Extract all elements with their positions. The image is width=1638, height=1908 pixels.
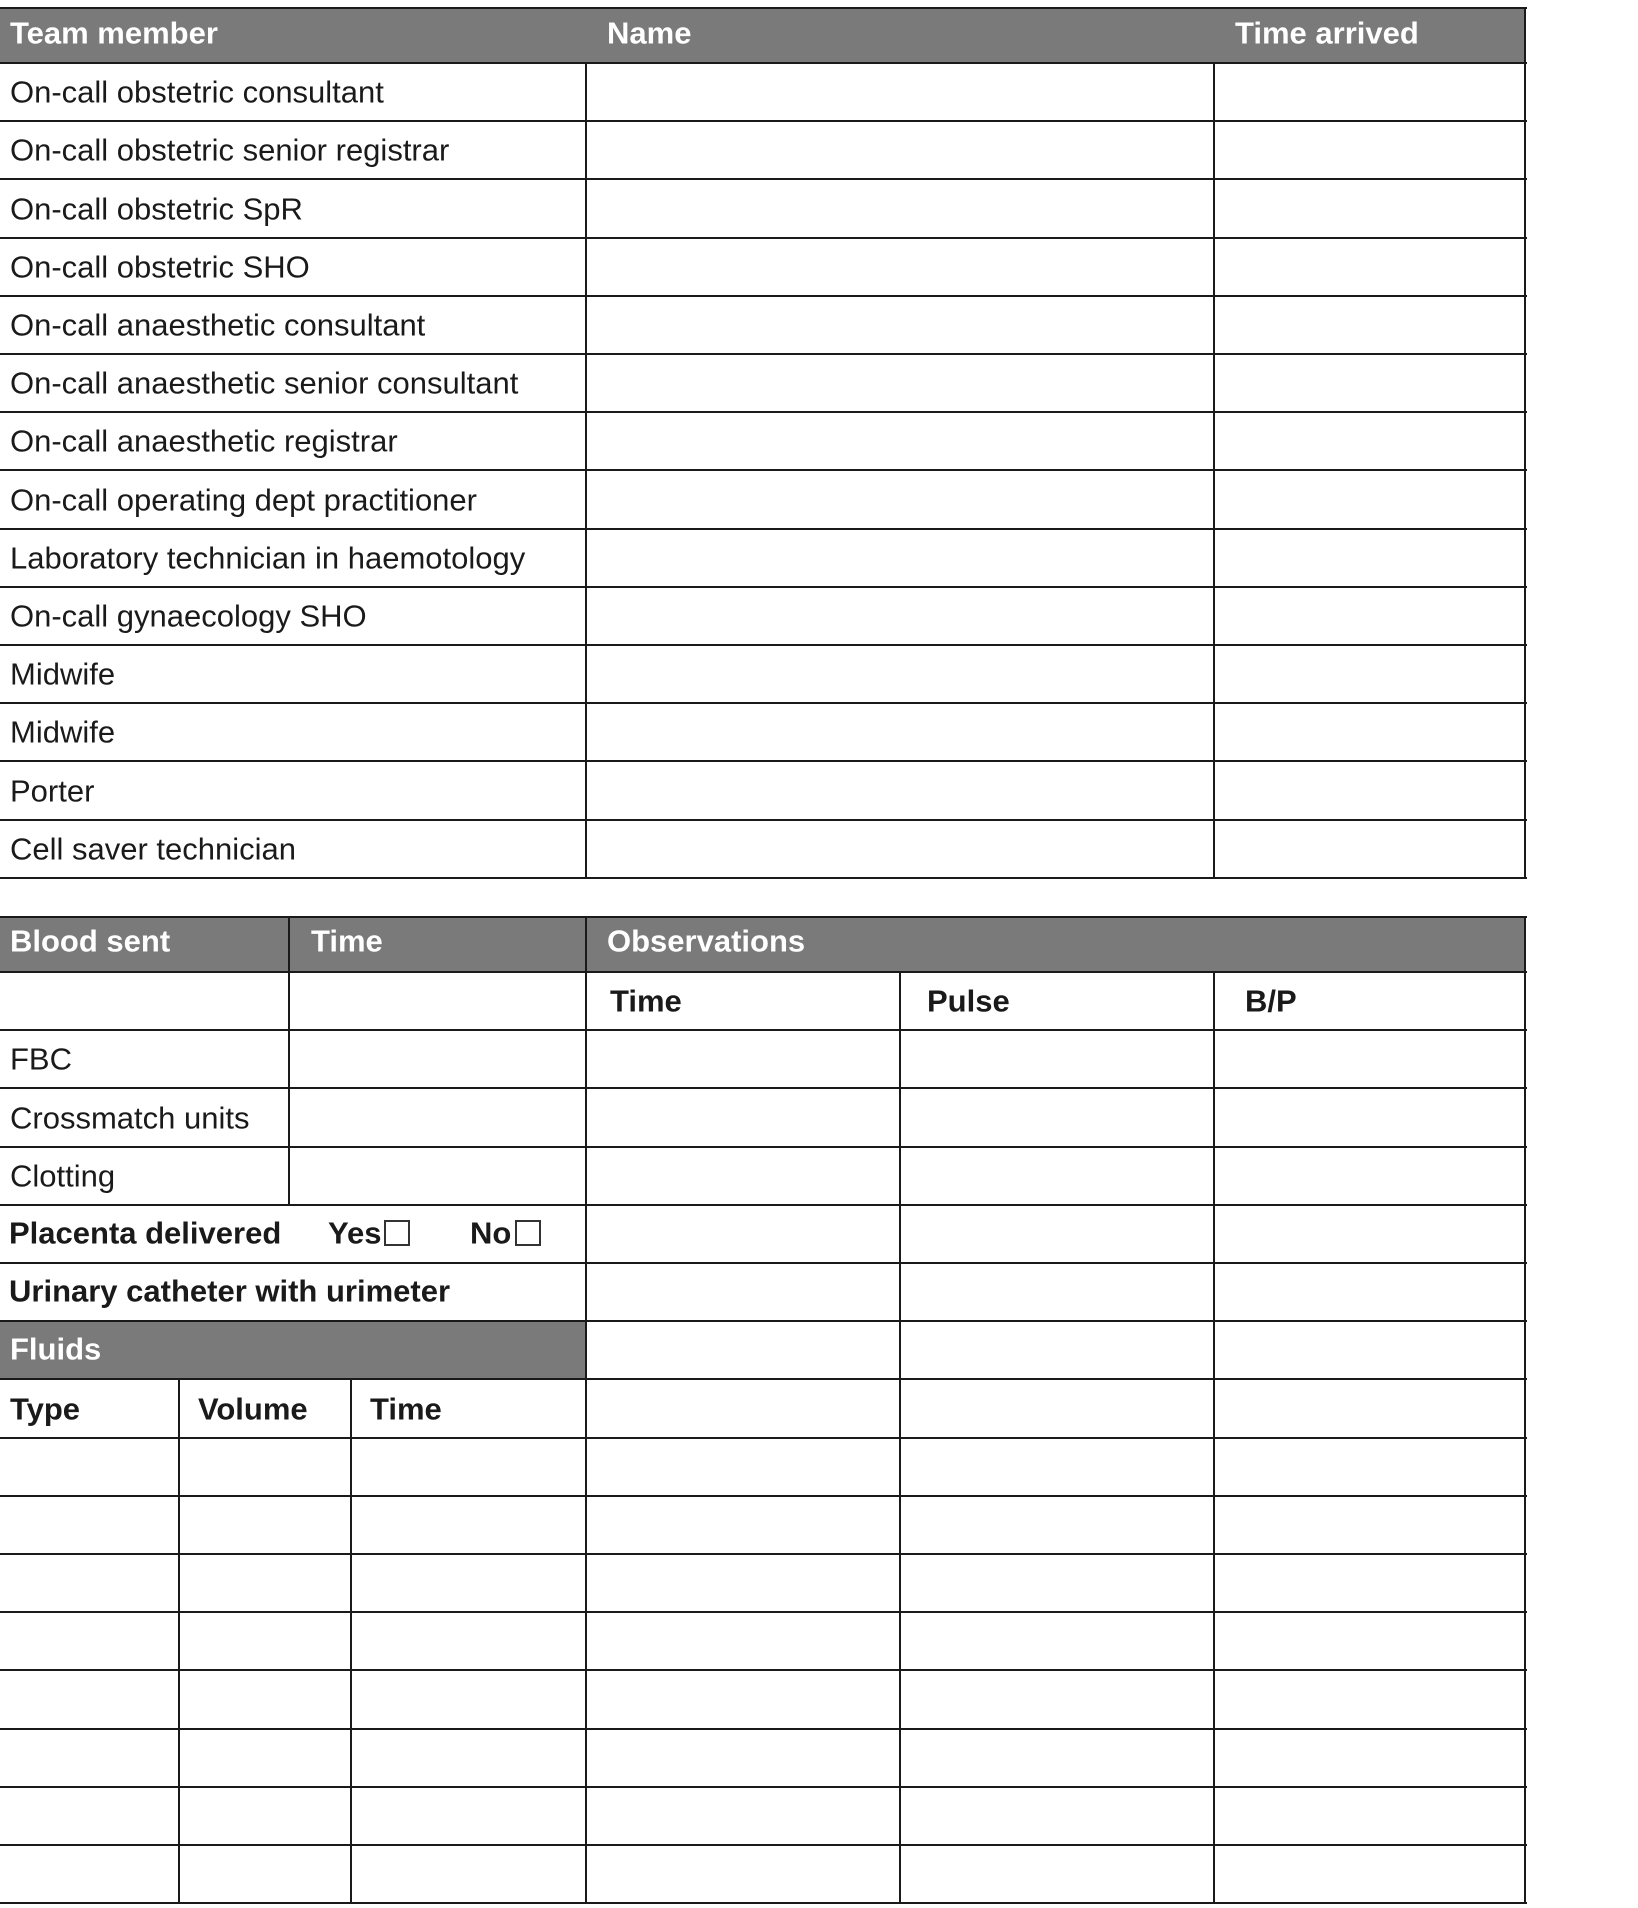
time-arrived-cell[interactable] — [1216, 822, 1523, 876]
placenta-no-label: No — [470, 1215, 512, 1251]
obs-pulse-cell[interactable] — [902, 1847, 1212, 1901]
lower-top-border — [0, 916, 1527, 918]
fluids-row-divider — [0, 1844, 588, 1846]
time-arrived-cell[interactable] — [1216, 356, 1523, 410]
blood-test-label: FBC — [10, 1041, 72, 1077]
placenta-yes-checkbox[interactable] — [384, 1220, 410, 1246]
time-arrived-cell[interactable] — [1216, 123, 1523, 177]
time-arrived-cell[interactable] — [1216, 647, 1523, 701]
time-arrived-cell[interactable] — [1216, 531, 1523, 585]
time-arrived-cell[interactable] — [1216, 705, 1523, 759]
obs-row-divider — [586, 1786, 1527, 1788]
time-arrived-cell[interactable] — [1216, 240, 1523, 294]
obs-row-divider — [586, 1087, 1527, 1089]
obs-row-divider — [586, 1204, 1527, 1206]
obs-pulse-cell[interactable] — [902, 1498, 1212, 1552]
team-col-divider — [585, 63, 587, 878]
name-cell[interactable] — [588, 705, 1212, 759]
obs-row-divider — [586, 1437, 1527, 1439]
obs-pulse-cell[interactable] — [902, 1731, 1212, 1785]
blood-obs-header-divider — [585, 917, 587, 972]
obs-time-cell[interactable] — [588, 1149, 898, 1203]
blood-row-divider — [0, 1029, 588, 1031]
fluids-time-cell[interactable] — [353, 1614, 584, 1668]
obs-time-cell[interactable] — [588, 1789, 898, 1843]
fluids-time-cell[interactable] — [353, 1498, 584, 1552]
team-member-label: Midwife — [10, 714, 116, 750]
obs-bp-cell[interactable] — [1216, 1032, 1523, 1086]
fluids-type-cell[interactable] — [2, 1440, 177, 1494]
obs-bp-cell[interactable] — [1216, 1381, 1523, 1436]
name-cell[interactable] — [588, 298, 1212, 352]
obs-pulse-cell[interactable] — [902, 1149, 1212, 1203]
obs-pulse-cell[interactable] — [902, 1614, 1212, 1668]
blood-row-divider — [0, 971, 588, 973]
fluids-time-cell[interactable] — [353, 1672, 584, 1727]
fluids-type-cell[interactable] — [2, 1498, 177, 1552]
name-cell[interactable] — [588, 647, 1212, 701]
obs-pulse-cell[interactable] — [902, 1032, 1212, 1086]
time-arrived-header: Time arrived — [1235, 15, 1419, 51]
fluids-type-cell[interactable] — [2, 1614, 177, 1668]
name-cell[interactable] — [588, 763, 1212, 818]
fluids-volume-cell[interactable] — [181, 1498, 349, 1552]
obs-bp-cell[interactable] — [1216, 1731, 1523, 1785]
team-member-label: On-call obstetric SHO — [10, 249, 310, 285]
placenta-no-checkbox[interactable] — [515, 1220, 541, 1246]
blood-test-label: Clotting — [10, 1158, 116, 1194]
obs-time-cell[interactable] — [588, 1556, 898, 1610]
team-col-divider — [1213, 63, 1215, 878]
obs-time-cell[interactable] — [588, 1614, 898, 1668]
obs-time-cell[interactable] — [588, 1090, 898, 1145]
fluids-volume-col-header: Volume — [198, 1391, 308, 1426]
team-member-label: Porter — [10, 773, 95, 808]
team-member-label: On-call anaesthetic registrar — [10, 423, 398, 459]
team-member-label: On-call anaesthetic consultant — [10, 307, 426, 343]
obs-pulse-cell[interactable] — [902, 1789, 1212, 1843]
blood-header-divider — [288, 917, 290, 972]
blood-sent-header: Blood sent — [10, 923, 171, 959]
obs-pulse-cell[interactable] — [902, 1672, 1212, 1727]
obs-bp-cell[interactable] — [1216, 1672, 1523, 1727]
left-obs-divider — [585, 972, 587, 1903]
blood-time-cell[interactable] — [291, 1032, 584, 1086]
team-row-divider — [0, 353, 1527, 355]
blood-col-divider — [288, 972, 290, 1205]
obs-pulse-cell[interactable] — [902, 1440, 1212, 1494]
obs-time-cell[interactable] — [588, 1032, 898, 1086]
fluids-volume-cell[interactable] — [181, 1614, 349, 1668]
obs-bp-col-header: B/P — [1245, 983, 1297, 1019]
team-member-label: On-call obstetric senior registrar — [10, 132, 450, 168]
obs-row-divider — [586, 1262, 1527, 1264]
obs-time-col-header: Time — [610, 983, 682, 1019]
name-cell[interactable] — [588, 356, 1212, 410]
obs-bp-cell[interactable] — [1216, 1556, 1523, 1610]
fluids-row-divider — [0, 1728, 588, 1730]
placenta-row-bottom — [0, 1262, 588, 1264]
blood-row-divider — [0, 1204, 588, 1206]
lower-right-border — [1524, 917, 1526, 1903]
obs-row-divider — [586, 1495, 1527, 1497]
team-row-divider — [0, 178, 1527, 180]
fluids-volume-cell[interactable] — [181, 1847, 349, 1901]
obs-row-divider — [586, 1728, 1527, 1730]
name-cell[interactable] — [588, 65, 1212, 119]
fluids-volume-cell[interactable] — [181, 1731, 349, 1785]
obs-time-cell[interactable] — [588, 1207, 898, 1261]
team-row-divider — [0, 469, 1527, 471]
blood-blank-cell[interactable] — [2, 974, 287, 1028]
fluids-row-divider — [0, 1553, 588, 1555]
team-member-label: Cell saver technician — [10, 831, 297, 867]
team-member-label: On-call obstetric SpR — [10, 191, 303, 226]
team-row-divider — [0, 528, 1527, 530]
obs-bp-cell[interactable] — [1216, 1090, 1523, 1145]
fluids-col-divider — [178, 1379, 180, 1903]
name-cell[interactable] — [588, 472, 1212, 527]
obs-time-cell[interactable] — [588, 1381, 898, 1436]
name-cell[interactable] — [588, 414, 1212, 468]
fluids-volume-cell[interactable] — [181, 1789, 349, 1843]
fluids-type-cell[interactable] — [2, 1672, 177, 1727]
fluids-time-cell[interactable] — [353, 1789, 584, 1843]
team-member-label: Laboratory technician in haemotology — [10, 540, 526, 576]
fluids-time-cell[interactable] — [353, 1847, 584, 1901]
name-cell[interactable] — [588, 531, 1212, 585]
team-member-label: On-call gynaecology SHO — [10, 598, 367, 634]
fluids-type-col-header: Type — [10, 1391, 81, 1426]
placenta-delivered-label: Placenta delivered — [9, 1215, 282, 1251]
name-cell[interactable] — [588, 589, 1212, 643]
team-table-top-border — [0, 7, 1527, 9]
obs-bp-cell[interactable] — [1216, 1149, 1523, 1203]
team-member-label: On-call obstetric consultant — [10, 74, 384, 110]
team-row-divider — [0, 411, 1527, 413]
time-arrived-cell[interactable] — [1216, 589, 1523, 643]
obs-row-divider — [586, 1669, 1527, 1671]
urinary-catheter-label: Urinary catheter with urimeter — [9, 1273, 451, 1309]
team-row-divider — [0, 237, 1527, 239]
name-header: Name — [607, 15, 692, 51]
team-member-header: Team member — [10, 15, 218, 51]
name-cell[interactable] — [588, 181, 1212, 236]
time-arrived-cell[interactable] — [1216, 414, 1523, 468]
blood-time-header: Time — [311, 923, 383, 959]
fluids-row-divider — [0, 1669, 588, 1671]
obs-time-cell[interactable] — [588, 1672, 898, 1727]
fluids-time-col-header: Time — [370, 1391, 442, 1426]
team-row-divider — [0, 295, 1527, 297]
fluids-time-cell[interactable] — [353, 1556, 584, 1610]
fluids-type-cell[interactable] — [2, 1731, 177, 1785]
observations-header-label: Observations — [607, 923, 806, 959]
fluids-time-cell[interactable] — [353, 1440, 584, 1494]
obs-time-cell[interactable] — [588, 1323, 898, 1377]
obs-row-divider — [586, 1553, 1527, 1555]
obs-row-divider — [586, 1902, 1527, 1904]
fluids-volume-cell[interactable] — [181, 1440, 349, 1494]
fluids-header-label: Fluids — [10, 1331, 102, 1367]
fluids-row-divider — [0, 1437, 588, 1439]
placenta-yes-label: Yes — [328, 1215, 382, 1251]
blood-time-cell[interactable] — [291, 1149, 584, 1203]
fluids-type-cell[interactable] — [2, 1789, 177, 1843]
time-arrived-cell[interactable] — [1216, 181, 1523, 236]
fluids-row-divider — [0, 1902, 588, 1904]
fluids-row-divider — [0, 1611, 588, 1613]
obs-pulse-cell[interactable] — [902, 1323, 1212, 1377]
team-table-right-border — [1524, 8, 1526, 878]
fluids-row-divider — [0, 1786, 588, 1788]
team-row-divider — [0, 586, 1527, 588]
blood-time-cell[interactable] — [291, 974, 584, 1028]
name-cell[interactable] — [588, 240, 1212, 294]
obs-row-divider — [586, 1029, 1527, 1031]
obs-pulse-col-header: Pulse — [927, 983, 1010, 1019]
obs-time-cell[interactable] — [588, 1498, 898, 1552]
team-row-divider — [0, 819, 1527, 821]
blood-row-divider — [0, 1087, 588, 1089]
team-row-divider — [0, 760, 1527, 762]
obs-col-divider — [1213, 972, 1215, 1903]
obs-pulse-cell[interactable] — [902, 1381, 1212, 1436]
obs-col-divider — [899, 972, 901, 1903]
blood-time-cell[interactable] — [291, 1090, 584, 1145]
obs-time-cell[interactable] — [588, 1265, 898, 1319]
team-member-label: Midwife — [10, 656, 116, 692]
fluids-type-cell[interactable] — [2, 1556, 177, 1610]
obs-bp-cell[interactable] — [1216, 1440, 1523, 1494]
fluids-col-divider — [350, 1379, 352, 1903]
obs-bp-cell[interactable] — [1216, 1614, 1523, 1668]
fluids-header-bottom — [0, 1378, 588, 1380]
team-row-divider — [0, 877, 1527, 879]
obs-bp-cell[interactable] — [1216, 1265, 1523, 1319]
obs-bp-cell[interactable] — [1216, 1498, 1523, 1552]
time-arrived-cell[interactable] — [1216, 65, 1523, 119]
obs-row-divider — [586, 1146, 1527, 1148]
obs-row-divider — [586, 1611, 1527, 1613]
time-arrived-cell[interactable] — [1216, 298, 1523, 352]
obs-bp-cell[interactable] — [1216, 1789, 1523, 1843]
team-member-label: On-call anaesthetic senior consultant — [10, 365, 519, 401]
time-arrived-cell[interactable] — [1216, 472, 1523, 527]
obs-time-cell[interactable] — [588, 1731, 898, 1785]
time-arrived-cell[interactable] — [1216, 763, 1523, 818]
name-cell[interactable] — [588, 822, 1212, 876]
obs-bp-cell[interactable] — [1216, 1847, 1523, 1901]
fluids-row-divider — [0, 1495, 588, 1497]
obs-pulse-cell[interactable] — [902, 1207, 1212, 1261]
obs-time-cell[interactable] — [588, 1440, 898, 1494]
obs-pulse-cell[interactable] — [902, 1556, 1212, 1610]
team-row-divider — [0, 62, 1527, 64]
obs-row-divider — [586, 1378, 1527, 1380]
team-row-divider — [0, 702, 1527, 704]
obs-row-divider — [586, 1844, 1527, 1846]
fluids-volume-cell[interactable] — [181, 1672, 349, 1727]
team-row-divider — [0, 644, 1527, 646]
obs-bp-cell[interactable] — [1216, 1207, 1523, 1261]
obs-bp-cell[interactable] — [1216, 1323, 1523, 1377]
obs-row-divider — [586, 1320, 1527, 1322]
team-row-divider — [0, 120, 1527, 122]
blood-test-label: Crossmatch units — [10, 1100, 250, 1135]
fluids-time-cell[interactable] — [353, 1731, 584, 1785]
team-member-label: On-call operating dept practitioner — [10, 482, 477, 517]
obs-time-cell[interactable] — [588, 1847, 898, 1901]
obs-row-divider — [586, 971, 1527, 973]
fluids-volume-cell[interactable] — [181, 1556, 349, 1610]
name-cell[interactable] — [588, 123, 1212, 177]
fluids-type-cell[interactable] — [2, 1847, 177, 1901]
obs-pulse-cell[interactable] — [902, 1090, 1212, 1145]
obs-pulse-cell[interactable] — [902, 1265, 1212, 1319]
blood-row-divider — [0, 1146, 588, 1148]
